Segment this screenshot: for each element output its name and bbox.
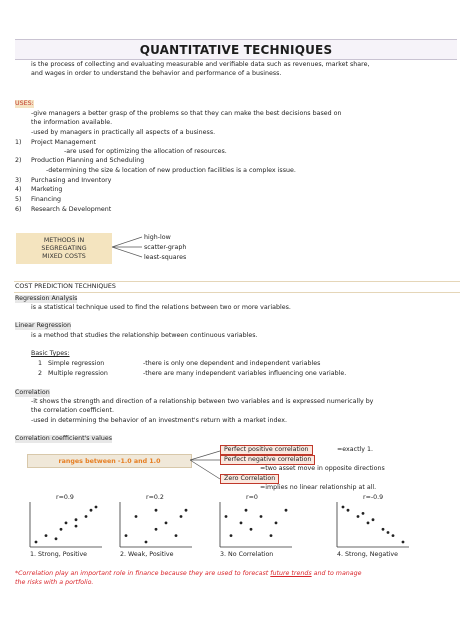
scatter-title: r=0.2 xyxy=(146,494,164,501)
scatter-title: r=0 xyxy=(246,494,258,501)
intro-line-1: is the process of collecting and evaluating measurable and verifiable data such as revenues, market share, xyxy=(31,61,370,68)
scatter-panel xyxy=(337,494,409,558)
uses-line-1: -give managers a better grasp of the problems so that they can make the best decisions based on xyxy=(31,110,342,117)
scatter-label: 4. Strong, Negative xyxy=(337,551,399,558)
scatter-point xyxy=(185,509,188,512)
methods-connector-lines xyxy=(112,232,144,264)
uses-item-label: Marketing xyxy=(31,186,63,193)
scatter-point xyxy=(180,515,183,518)
methods-box-line: METHODS IN xyxy=(43,236,85,244)
uses-item-label: Project Management xyxy=(31,139,97,146)
methods-box xyxy=(16,233,112,264)
scatter-point xyxy=(155,509,158,512)
coefficient-connector-lines xyxy=(190,448,222,484)
section-heading: COST PREDICTION TECHNIQUES xyxy=(15,283,116,290)
scatter-point xyxy=(75,525,78,528)
scatter-point xyxy=(270,534,273,537)
scatter-label: 2. Weak, Positive xyxy=(120,551,174,558)
scatter-point xyxy=(347,509,350,512)
footnote-line-1 xyxy=(15,570,362,578)
regression-text: is a statistical technique used to find the relations between two or more variables. xyxy=(31,304,291,311)
scatter-point xyxy=(250,528,253,531)
basic-type-num: 2 xyxy=(38,370,43,377)
scatter-point xyxy=(372,518,375,521)
note-implies: =implies no linear relationship at all. xyxy=(260,484,377,491)
uses-item-label: Research & Development xyxy=(31,206,112,213)
footnote-line-2: the risks with a portfolio. xyxy=(15,579,94,586)
uses-item-num: 6) xyxy=(15,206,22,213)
uses-item-label: Production Planning and Scheduling xyxy=(31,157,145,164)
scatter-plots xyxy=(0,490,474,560)
method-option: scatter-graph xyxy=(144,244,187,251)
note-exactly: =exactly 1. xyxy=(337,446,374,453)
intro-line-2: and wages in order to understand the behavior and performance of a business. xyxy=(31,70,282,77)
scatter-point xyxy=(85,515,88,518)
uses-item-num: 2) xyxy=(15,157,22,164)
method-option: high-low xyxy=(144,234,171,241)
scatter-point xyxy=(75,518,78,521)
uses-heading: USES: xyxy=(15,100,34,107)
uses-line-2: the information available. xyxy=(31,119,113,126)
title-bar xyxy=(15,39,457,60)
scatter-point xyxy=(155,528,158,531)
scatter-point xyxy=(135,515,138,518)
scatter-point xyxy=(245,509,248,512)
correlation-line: -used in determining the behavior of an investment's return with a market index. xyxy=(31,417,287,424)
basic-type-desc: -there is only one dependent and independent variables xyxy=(143,360,321,367)
scatter-point xyxy=(275,522,278,525)
uses-item-label: Purchasing and Inventory xyxy=(31,177,112,184)
scatter-point xyxy=(367,522,370,525)
basic-type-name: Simple regression xyxy=(48,360,105,367)
range-box xyxy=(27,454,192,468)
uses-item-label: Financing xyxy=(31,196,61,203)
scatter-point xyxy=(165,522,168,525)
linear-regression-text: is a method that studies the relationship between continuous variables. xyxy=(31,332,258,339)
footnote-underlined: future trends xyxy=(270,570,312,577)
method-option: least-squares xyxy=(144,254,187,261)
uses-item-desc: -determining the size & location of new production facilities is a complex issue. xyxy=(46,167,296,174)
basic-type-name: Multiple regression xyxy=(48,370,108,377)
scatter-panel xyxy=(30,494,102,558)
scatter-point xyxy=(402,541,405,544)
uses-item-desc: -are used for optimizing the allocation of resources. xyxy=(64,148,227,155)
correlation-line: the correlation coefficient. xyxy=(31,407,114,414)
section-divider xyxy=(14,292,460,293)
scatter-point xyxy=(392,534,395,537)
scatter-point xyxy=(35,541,38,544)
range-label: ranges between -1.0 and 1.0 xyxy=(58,457,161,465)
scatter-point xyxy=(55,537,58,540)
perfect-positive-box: Perfect positive correlation xyxy=(220,445,313,455)
uses-item-num: 5) xyxy=(15,196,22,203)
scatter-label: 1. Strong, Positive xyxy=(30,551,88,558)
scatter-point xyxy=(382,528,385,531)
basic-types-heading: Basic Types: xyxy=(31,350,70,357)
scatter-point xyxy=(387,531,390,534)
scatter-point xyxy=(285,509,288,512)
linear-regression-heading: Linear Regression xyxy=(15,322,72,329)
scatter-point xyxy=(362,512,365,515)
basic-type-num: 1 xyxy=(38,360,43,367)
scatter-point xyxy=(145,541,148,544)
scatter-point xyxy=(240,522,243,525)
scatter-panel xyxy=(120,494,192,558)
scatter-point xyxy=(175,534,178,537)
uses-item-num: 3) xyxy=(15,177,22,184)
scatter-title: r=-0.9 xyxy=(363,494,384,501)
scatter-point xyxy=(60,528,63,531)
scatter-point xyxy=(225,515,228,518)
scatter-point xyxy=(45,534,48,537)
scatter-panel xyxy=(220,494,292,558)
uses-line-3: -used by managers in practically all aspects of a business. xyxy=(31,129,216,136)
methods-box-line: MIXED COSTS xyxy=(42,252,86,260)
uses-item-num: 4) xyxy=(15,186,22,193)
perfect-negative-box: Perfect negative correlation xyxy=(220,455,315,465)
scatter-point xyxy=(90,509,93,512)
correlation-line: -it shows the strength and direction of a relationship between two variables and is expressed numerically by xyxy=(31,398,374,405)
scatter-point xyxy=(342,506,345,509)
footnote-text: *Correlation play an important role in finance because they are used to forecast xyxy=(15,570,269,577)
scatter-point xyxy=(65,522,68,525)
basic-type-desc: -there are many independent variables influencing one variable. xyxy=(143,370,347,377)
regression-heading: Regression Analysis xyxy=(15,295,78,302)
zero-correlation-box: Zero Correlation xyxy=(220,474,279,484)
note-opposite: =two asset move in opposite directions xyxy=(260,465,385,472)
uses-item-num: 1) xyxy=(15,139,22,146)
scatter-point xyxy=(260,515,263,518)
methods-box-line: SEGREGATING xyxy=(41,244,87,252)
scatter-point xyxy=(95,506,98,509)
scatter-title: r=0.9 xyxy=(56,494,74,501)
page-title: QUANTITATIVE TECHNIQUES xyxy=(139,42,333,57)
section-divider xyxy=(14,281,460,282)
correlation-heading: Correlation xyxy=(15,389,50,396)
scatter-label: 3. No Correlation xyxy=(220,551,274,558)
coefficient-heading: Correlation coefficient's values xyxy=(15,435,113,442)
scatter-point xyxy=(357,515,360,518)
scatter-point xyxy=(125,534,128,537)
footnote-text: and to manage xyxy=(313,570,362,577)
scatter-point xyxy=(230,534,233,537)
